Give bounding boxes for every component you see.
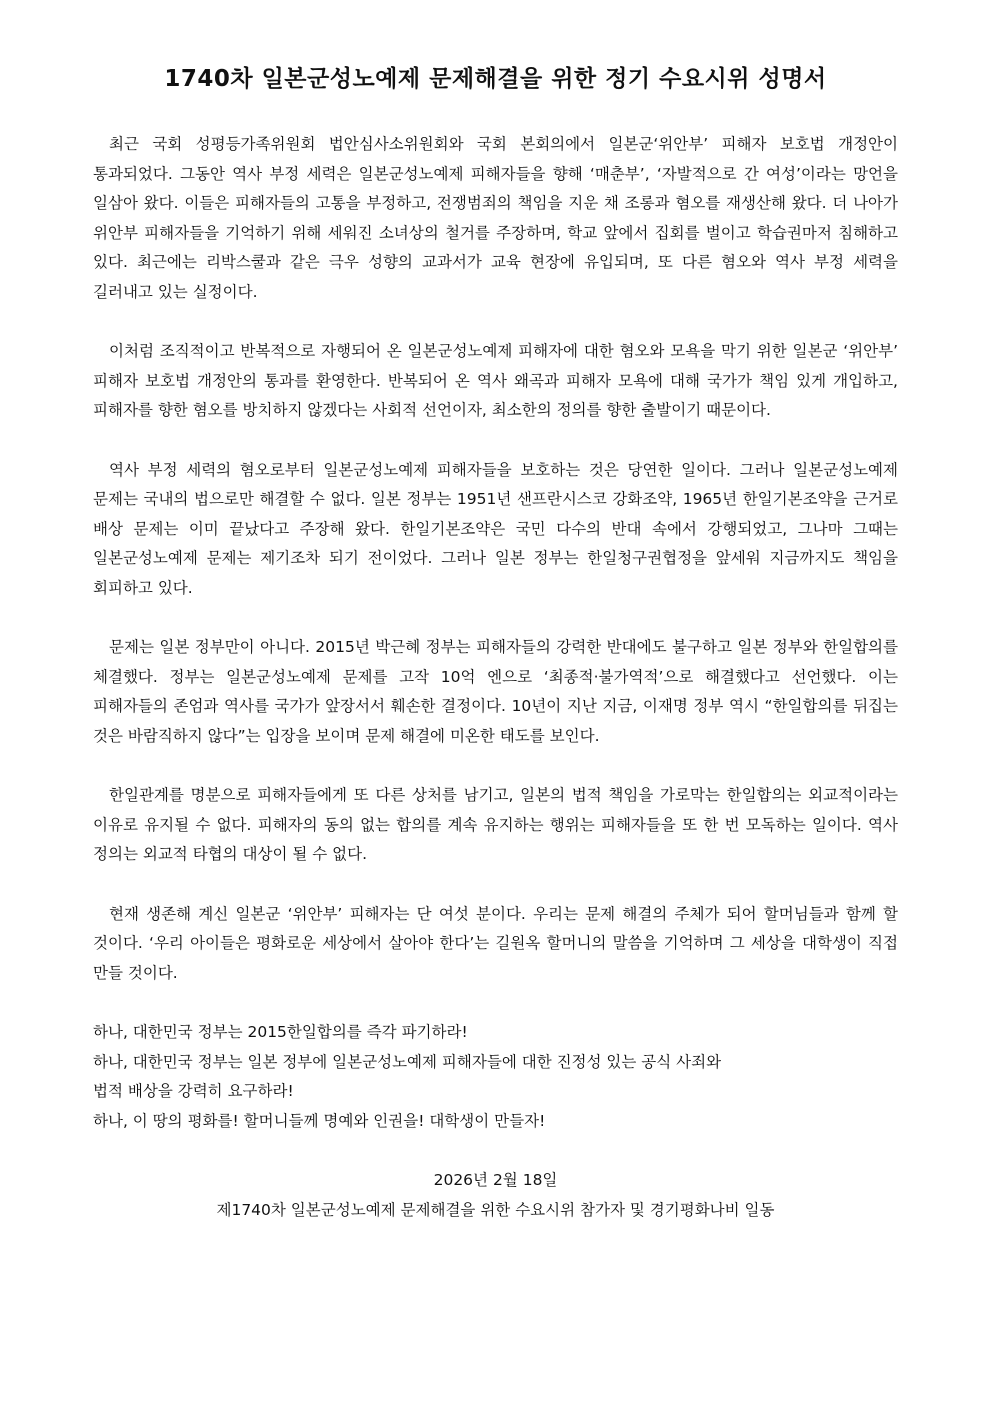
paragraph-6: 현재 생존해 계신 일본군 ‘위안부’ 피해자는 단 여섯 분이다. 우리는 문제 해결의 주체가 되어 할머님들과 함께 할 것이다. ‘우리 아이들은 평화로운 세상에서 살아야 한다’는 길원옥 할머니의 말씀을 기억하며 그 세상을 대학생이 직접 만들 것이다.	[93, 904, 898, 982]
slogan-3: 하나, 이 땅의 평화를! 할머니들께 명예와 인권을! 대학생이 만들자!	[93, 1111, 546, 1130]
paragraph-3: 역사 부정 세력의 혐오로부터 일본군성노예제 피해자들을 보호하는 것은 당연한 일이다. 그러나 일본군성노예제 문제는 국내의 법으로만 해결할 수 없다. 일본 정부는 1951년 샌프란시스코 강화조약, 1965년 한일기본조약을 근거로 배상 문제는 이미 끝났다고 주장해 왔다. 한일기본조약은 국민 다수의 반대 속에서 강행되었고, 그나마 그때는 일본군성노예제 문제는 제기조차 되기 전이었다. 그러나 일본 정부는 한일청구권협정을 앞세워 지금까지도 책임을 회피하고 있다.	[93, 460, 898, 597]
slogan-list	[93, 1018, 898, 1136]
paragraph-5: 한일관계를 명분으로 피해자들에게 또 다른 상처를 남기고, 일본의 법적 책임을 가로막는 한일합의는 외교적이라는 이유로 유지될 수 없다. 피해자의 동의 없는 합의를 계속 유지하는 행위는 피해자들을 또 한 번 모독하는 일이다. 역사 정의는 외교적 타협의 대상이 될 수 없다.	[93, 786, 898, 863]
signature-block	[93, 1166, 898, 1225]
document-title: 1740차 일본군성노예제 문제해결을 위한 정기 수요시위 성명서	[164, 66, 827, 92]
signatory: 제1740차 일본군성노예제 문제해결을 위한 수요시위 참가자 및 경기평화나비 일동	[216, 1200, 775, 1219]
paragraph-2: 이처럼 조직적이고 반복적으로 자행되어 온 일본군성노예제 피해자에 대한 혐오와 모욕을 막기 위한 일본군 ‘위안부’ 피해자 보호법 개정안의 통과를 환영한다. 반복되어 온 역사 왜곡과 피해자 모욕에 대해 국가가 책임 있게 개입하고, 피해자를 향한 혐오를 방치하지 않겠다는 사회적 선언이자, 최소한의 정의를 향한 출발이기 때문이다.	[93, 342, 898, 419]
statement-date: 2026년 2월 18일	[433, 1171, 558, 1189]
paragraph-4: 문제는 일본 정부만이 아니다. 2015년 박근혜 정부는 피해자들의 강력한 반대에도 불구하고 일본 정부와 한일합의를 체결했다. 정부는 일본군성노예제 문제를 고작 10억 엔으로 ‘최종적·불가역적’으로 해결했다고 선언했다. 이는 피해자들의 존엄과 역사를 국가가 앞장서서 훼손한 결정이다. 10년이 지난 지금, 이재명 정부 역시 “한일합의를 뒤집는 것은 바람직하지 않다”는 입장을 보이며 문제 해결에 미온한 태도를 보인다.	[93, 638, 898, 745]
slogan-1: 하나, 대한민국 정부는 2015한일합의를 즉각 파기하라!	[93, 1023, 468, 1041]
statement-document	[93, 62, 898, 1225]
slogan-2: 하나, 대한민국 정부는 일본 정부에 일본군성노예제 피해자들에 대한 진정성 있는 공식 사죄와	[93, 1052, 722, 1071]
paragraph-1: 최근 국회 성평등가족위원회 법안심사소위원회와 국회 본회의에서 일본군‘위안부’ 피해자 보호법 개정안이 통과되었다. 그동안 역사 부정 세력은 일본군성노예제 피해자들을 향해 ‘매춘부’, ‘자발적으로 간 여성’이라는 망언을 일삼아 왔다. 이들은 피해자들의 고통을 부정하고, 전쟁범죄의 책임을 지운 채 조롱과 혐오를 재생산해 왔다. 더 나아가 위안부 피해자들을 기억하기 위해 세워진 소녀상의 철거를 주장하며, 학교 앞에서 집회를 벌이고 학습권마저 침해하고 있다. 최근에는 리박스쿨과 같은 극우 성향의 교과서가 교육 현장에 유입되며, 또 다른 혐오와 역사 부정 세력을 길러내고 있는 실정이다.	[93, 135, 898, 301]
slogan-2-continued: 법적 배상을 강력히 요구하라!	[93, 1082, 294, 1100]
